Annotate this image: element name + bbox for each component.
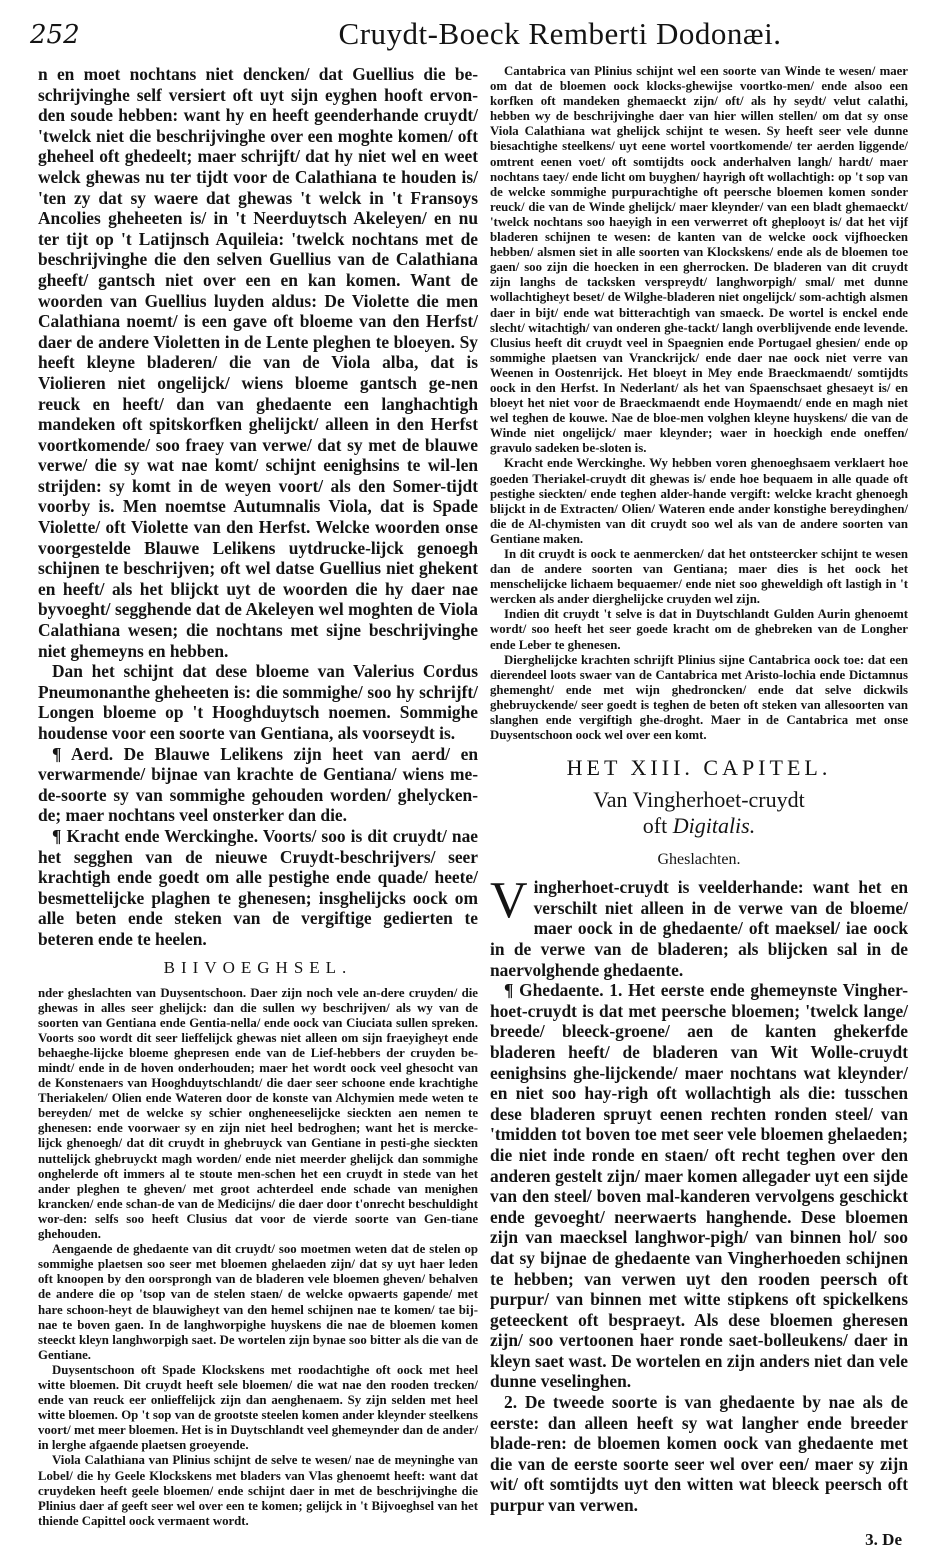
running-title: Cruydt-Boeck Remberti Dodonæi. <box>338 16 782 51</box>
kracht-werckinghe-paragraph: Kracht ende Werckinghe. Wy hebben voren ghenoeghsaem verklaert hoe goeden Theriakel-cruydt dit ghewas is/ ende hoe bequaem in alle quade oft pestighe sieckten/ ende teghen alder-hande vergift: welcke kracht ghenoegh blijckt in de Extracten/ Olien/ Wateren ende ander konstighe bereydinghen/ die de Al-chymisten van dit cruydt soo wel als van de andere soorten van Gentiane maken. <box>490 456 908 546</box>
ghedaente-paragraph: ¶ Ghedaente. 1. Het eerste ende ghemeynste Vingher-hoet-cruydt is dat met peersche bloemen; 'twelck lange/ breede/ bleeck-groene/ aen de kanten ghekerfde bladeren heeft/ de bladeren van Wit Wolle-cruydt eenighsins ghe-lijckende/ maer nochtans wat kleynder/ en niet soo hay-righ oft wollachtigh als die: tusschen dese bladeren spruyt eenen rechten ronden steel/ van 'tmidden tot boven toe met seer vele bloemen ghelaeden; die niet inde ronde en staen/ oft recht teghen over den anderen gestelt zijn/ maer komen allegader uyt een sijde van den steel/ boven mal-kanderen vervolgens geschickt ende gevoeght/ neerwaerts hanghende. Dese bloemen zijn van maecksel langhwor-pigh/ van binnen hol/ soo dat sy bijnae de ghedaente van Vingherhoeden schijnen te hebben; van verwen uyt den rooden peersch oft purpur/ van binnen met witte stipkens oft spickelkens geteeckent oft bespraeyt. Als dese bloemen gheresen zijn/ soo vertoonen haer ronde saet-bolleukens/ daer in kleyn saet wast. De wortelen en zijn anders niet dan vele dunne veselinghen. <box>490 980 908 1392</box>
page-number: 252 <box>30 20 80 50</box>
bijvoeghsel-paragraph: Viola Calathiana van Plinius schijnt de selve te wesen/ nae de meyninghe van Lobel/ die hy Geele Klockskens met bladers van Vlas ghenoemt heeft: want dat cruydeken heeft geele bloemen/ ende schijnt daer in met de beschrijvinghe die Plinius daer af geeft seer wel over een te komen; gelijck in 't Bijvoeghsel van het thiende Capittel oock vermaent wordt. <box>38 1453 478 1528</box>
chapter-title-line2: oft <box>642 813 673 839</box>
drop-cap: V <box>490 872 528 930</box>
kracht-paragraph: ¶ Kracht ende Werckinghe. Voorts/ soo is dit cruydt/ nae het segghen van de nieuwe Cruydt-beschrijvers/ seer krachtigh ende goedt om alle pestighe ende quade/ heete/ besmettelijcke plaghen te ghenesen; insghelijcks oock om alle beten ende steken van de vergiftige gedierten te beteren ende te heelen. <box>38 825 478 949</box>
cantabrica-paragraph: Cantabrica van Plinius schijnt wel een soorte van Winde te wesen/ maer om dat de bloemen oock klocks-ghewijse voortko-men/ ende alsoo een korfken oft mandeken ghemaeckt zijn/ oft/ als hy seydt/ velut calathi, hebben wy de beschrijvinghe daer van hier willen stellen/ om dat sy onse Viola Calathiana wat ghelijck schijnt te wesen. Sy heeft seer vele dunne biesachtighe steelkens/ uyt eene wortel voortkomende/ ter aerden liggende/ omtrent eenen voet/ oft somtijdts oock anderhalven langh/ hardt/ maer nochtans taey/ ende licht om buyghen/ hayrigh oft wollachtigh: op 't sop van de welcke sommighe purpurachtighe oft peersche bloemen komen sonder reuck/ die van de Winde ghelijck/ maer kleynder/ van een bladt ghemaeckt/ 'twelck nochtans soo haeyigh in een verwerret oft gheplooyt is/ dat het vijf bladeren schijnen te wesen: de kanten van de welcke oock vijfhoecken hebben/ alsmen siet in alle soorten van Klockskens/ ende als de bloemen toe gaen/ soo zijn die hoecken in een gherrocken. De bladeren van dit cruydt zijn langhs de tacksken verspreydt/ langhworpigh/ smal/ met dunne wollachtigheyt beset/ de Wilghe-bladeren niet ongelijck/ som-achtigh alsmen daer in bijt/ ende wat bitterachtigh van smaeck. De wortel is enckel ende slecht/ witachtigh/ van onderen ghe-tackt/ langh overblijvende ende levende. Clusius heeft dit cruydt veel in Spaegnien ende Portugael ghesien/ ende op sommighe plaetsen van Vranckrijck/ ende daer nae oock niet verre van Weenen in Oostenrijck. Het bloeyt in Mey ende Braeckmaendt/ somtijdts oock in den Herfst. In Nederlant/ als het van Spaenschsaet ghesaeyt is/ en bloeyt het niet voor de Braeckmaendt ende Hoymaendt/ ende en magh niet wel teghen de kouwe. Nae de bloe-men volghen kleyne huyskens/ die van de Winde niet ongelijck/ maer kleynder; waer in hoeckigh ende oneffen/ gravulo sadeken be-sloten is. <box>490 64 908 456</box>
section-heading: BIIVOEGHSEL. <box>163 957 353 977</box>
chapter-heading: HET XIII. CAPITEL. <box>566 755 832 781</box>
chapter-title-line1: Van Vingherhoet-cruydt <box>593 787 805 813</box>
catchword: 3. De <box>865 1530 902 1549</box>
bijvoeghsel-paragraph: nder gheslachten van Duysentschoon. Daer zijn noch vele an-dere cruyden/ die ghewas in alles seer ghelijck: dan die sullen wy beschrijven/ als wy van de soorten van Gentiana ende Gentia-nella/ ende oock van Ciuciata sullen spreken. Voorts soo wordt dit seer lieffelijck ghewas niet alleen om sijn fraeyigheyt ende behaeghe-lijcke bloeme ghepresen ende van de Lief-hebbers der cruyden be-mindt/ ende in de hoven onderhouden; maer het wordt oock veel ghesocht van de Konstenaers van Hooghduytschlandt/ die daer seer schoone ende krachtighe Theriakelen/ Olien ende Wateren door de konste van Alchymien mede weten te bereyden/ met de welcke sy schier ongheneeselijcke sieckten aen nemen te ghenesen: ende voorwaer sy en zijn niet heel bedroghen; want het is mercke-lijck ghenoegh/ dat dit cruydt in ghebruyck van Gentiane in pesti-ghe sieckten nuttelijck ghebruyckt magh worden/ ende niet meerder ghelijck dan sommighe onghelerde oft immers al te stoute men-schen het een cruydt in stede van het ander pleghen te gheven/ met groot achterdeel ende schade van menighen krancken/ ende schan-de van de Medicijns/ die daer door t'onrecht beschuldight wor-den: selfs soo heeft Clusius dat voor de vierde soorte van Gen-tiane ghehouden. <box>38 985 478 1242</box>
pneumonanthe-paragraph: Dan het schijnt dat dese bloeme van Valerius Cordus Pneumonanthe gheheeten is: die sommighe/ soo hy schrijft/ Longen bloeme op 't Hooghduytsch noemen. Sommighe houdense voor een soorte van Gentiana, als voorseydt is. <box>38 661 478 743</box>
chapter-title-italic: Digitalis. <box>672 813 756 839</box>
plinius-paragraph: Dierghelijcke krachten schrijft Plinius sijne Cantabrica oock toe: dat een dierendeel loots swaer van de Cantabrica met Aristo-lochia ende Dictamnus ghemenght/ ende met wijn ghedroncken/ ende dat selve dickwils ghebruyckende/ seer goedt is teghen de beten oft steken van allesoorten van slanghen ende vergiftigh ghe-droght. Maer in de Cantabrica met onse Duysentschoon oock wel over een komt. <box>490 652 908 743</box>
left-column <box>38 64 478 1529</box>
gentiana-paragraph: In dit cruydt is oock te aenmercken/ dat het ontsteercker schijnt te wesen dan de andere soorten van Gentiana; maer dies is het oock het menschelijcke lichaem bequaemer/ ende niet soo gheweldigh oft lastigh in 't wercken als ander dierghelijcke cruyden wel zijn. <box>490 547 908 607</box>
bijvoeghsel-paragraph: Aengaende de ghedaente van dit cruydt/ soo moetmen weten dat de stelen op sommighe plaetsen soo seer met bloemen ghelaeden zijn/ dat sy uyt haer leden oft knoopen by den oorsprongh van de bladeren vele bloemen gheven/ behalven de andere die op 'tsop van de stelen staen/ de welcke opwaerts gapende/ met hare schoon-heyt de blauwigheyt van den hemel schijnen nae te komen/ tae bij-nae te boven gaen. In de langhworpighe huyskens die nae de bloemen komen steeckt kleyn langhworpigh saet. De wortelen zijn bynae soo bitter als die van de Gentiane. <box>38 1242 478 1362</box>
chapter-title <box>490 787 908 839</box>
intro-paragraph: n en moet nochtans niet dencken/ dat Guellius die be-schrijvinghe self versiert oft uyt sijn eyghen hooft ervon-den soude hebben: want hy en heeft geenderhande cruydt/ 'twelck niet die beschrijvinghe over een moghte komen/ oft gheheel oft ghedeelt; maer schrijft/ dat hy niet wel en weet welck ghewas nu ter tijdt voor de Calathiana te houden is/ 'ten zy dat sy waere dat ghewas 't welck in 't Fransoys Ancolies gheheeten is/ in 't Neerduytsch Akeleyen/ en nu ter tijt op 't Latijnsch Aquileia: 'twelck nochtans met de beschrijvinghe die den selven Guellius van de Calathiana gheeft/ gantsch niet over een en kan komen. Want de woorden van Guellius luyden aldus: De Violette die men Calathiana noemt/ is een gave oft bloeme van den Herfst/ daer de andere Violetten in de Lente pleghen te bloeyen. Sy heeft kleyne bladeren/ die van de Viola alba, dat is Violieren niet ongelijck/ wiens bloeme gantsch ge-nen reuck en heeft/ dan van ghedaente een langhachtigh mandeken oft spitskorfken ghelijckt/ alleen in den Herfst voortkomende/ soo fraey van verwe/ dat sy met de blauwe verwe/ die sy wat nae komt/ schijnt eenighsins te wil-len strijden: sy komt in de weyen voort/ als den Somer-tijdt voorby is. Men noemtse Autumnalis Viola, dat is Spade Violette/ oft Violette van den Herfst. Welcke woorden onse voorgestelde Blauwe Lelikens uytdrucke-lijck genoegh schijnen te beschrijven; oft wel datse Guellius niet ghekent en heeft/ als het blijckt uyt de woorden die hy daer nae byvoeght/ segghende dat de Akeleyen wel moghten de Viola Calathiana wesen; die nochtans met sijne beschrijvinghe niet ghemeyns en hebben. <box>38 64 478 661</box>
gheslachten-paragraph <box>490 872 908 980</box>
page-header <box>30 14 930 58</box>
aerd-paragraph: ¶ Aerd. De Blauwe Lelikens zijn heet van aerd/ en verwarmende/ bijnae van krachte de Gentiana/ wiens me-de-soorte sy van sommighe gehouden worden/ ghelycken-de; maer nochtans veel onsterker dan die. <box>38 743 478 826</box>
right-column <box>490 64 908 1516</box>
subheading: Gheslachten. <box>657 851 741 869</box>
gulden-aurin-paragraph: Indien dit cruydt 't selve is dat in Duytschlandt Gulden Aurin ghenoemt wordt/ soo heeft het seer goede kracht om de ghebreken van de Longher ende Leber te ghenesen. <box>490 607 908 652</box>
gheslachten-text: ingherhoet-cruydt is veelderhande: want het en verschilt niet alleen in de verwe van de bloeme/ maer oock in de ghedaente/ oft maeksel/ iae oock in de verwe van de bladeren; als blijcken sal in de naervolghende ghedaente. <box>490 877 908 980</box>
tweede-soorte-paragraph: 2. De tweede soorte is van ghedaente by nae als de eerste: dan alleen heeft sy wat langher ende breeder blade-ren: de bloemen komen oock van ghedaente met die van de eerste soorte seer wel over een/ maer sy zijn wit/ oft somtijdts uyt den witten wat bleeck peersch oft purpur van verwen. <box>490 1392 908 1516</box>
bijvoeghsel-paragraph: Duysentschoon oft Spade Klockskens met roodachtighe oft oock met heel witte bloemen. Dit cruydt heeft sele bloemen/ die wat nae den rooden trecken/ ende van reuck eer onlieffelijck zijn dan aenghenaem. Sy zijn selden met heel witte bloemen. Op 't sop van de grootste steelen komen ander kleynder steelkens voort/ met meer bloemen. Het is in Duytschlandt veel ghemeynder dan de ander/ in lerghe afgaende plaetsen groeyende. <box>38 1362 478 1453</box>
